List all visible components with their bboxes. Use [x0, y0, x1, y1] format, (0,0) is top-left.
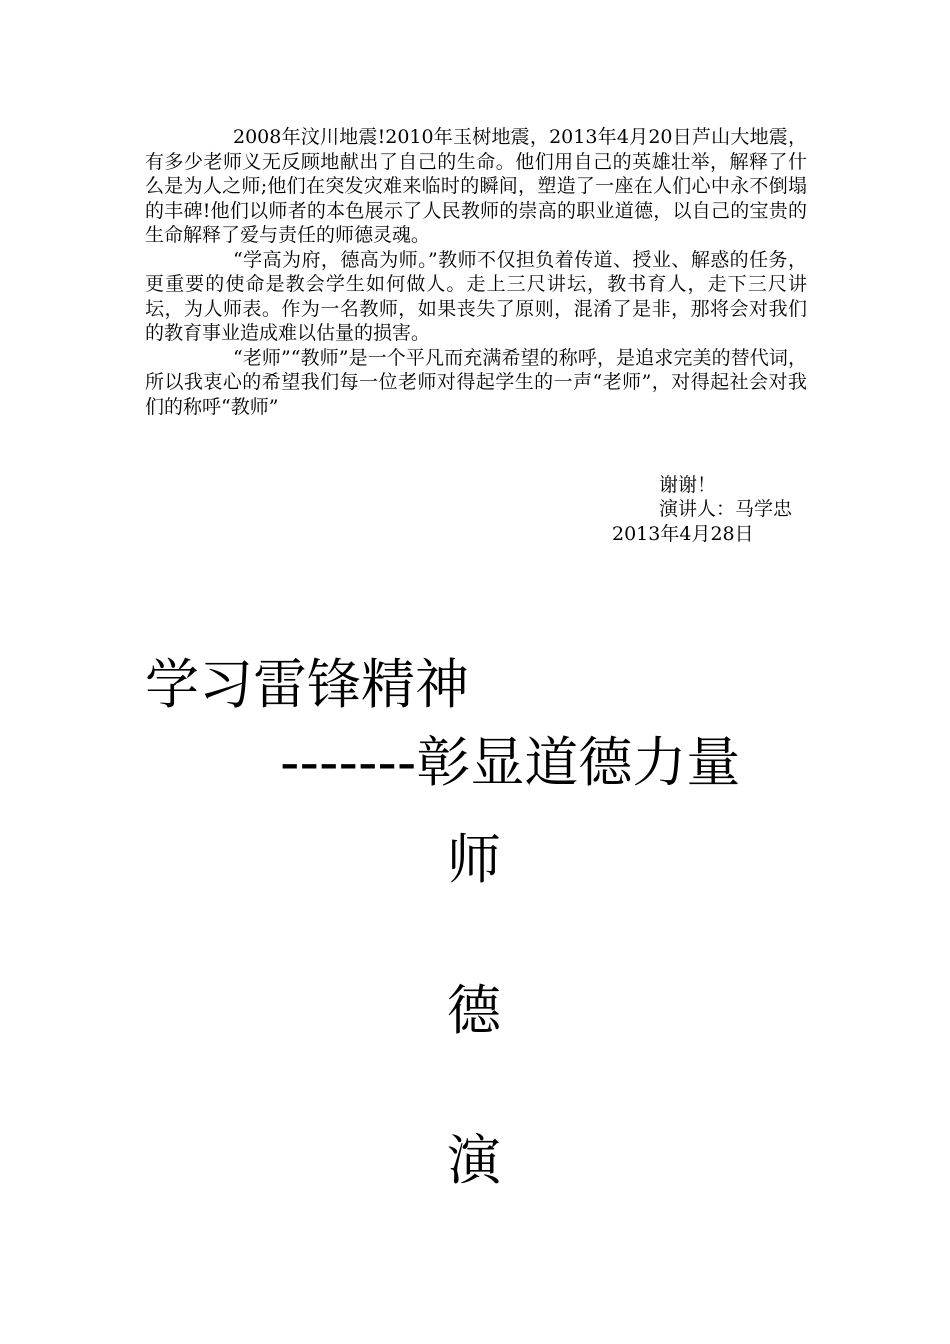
vertical-title-char-3: 演: [447, 1129, 501, 1192]
paragraph-1: 2008年汶川地震!2010年玉树地震，2013年4月20日芦山大地震，有多少老师义无反顾地献出了自己的生命。他们用自己的英雄壮举，解释了什么是为人之师;他们在突发灾难来临时的瞬间，塑造了一座在人们心中永不倒塌的丰碑!他们以师者的本色展示了人民教师的崇高的职业道德，以自己的宝贵的生命解释了爱与责任的师德灵魂。: [145, 126, 807, 246]
paragraph-2: “学高为府，德高为师。”教师不仅担负着传道、授业、解惑的任务，更重要的使命是教会学生如何做人。走上三尺讲坛，教书育人，走下三尺讲坛，为人师表。作为一名教师，如果丧失了原则，混淆了是非，那将会对我们的教育事业造成难以估量的损害。: [145, 248, 807, 344]
section-subtitle: -------彰显道德力量: [280, 731, 741, 794]
thanks-line: 谢谢！: [659, 474, 717, 496]
paragraph-3: “老师”“教师”是一个平凡而充满希望的称呼，是追求完美的替代词，所以我衷心的希望我们每一位老师对得起学生的一声“老师”，对得起社会对我们的称呼“教师”: [145, 346, 807, 418]
speaker-line: 演讲人：马学忠: [659, 498, 793, 520]
date-line: 2013年4月28日: [612, 523, 754, 545]
section-title: 学习雷锋精神: [145, 653, 469, 716]
vertical-title-char-1: 师: [447, 828, 501, 891]
speech-body: [145, 125, 807, 419]
vertical-title-char-2: 德: [447, 979, 501, 1042]
